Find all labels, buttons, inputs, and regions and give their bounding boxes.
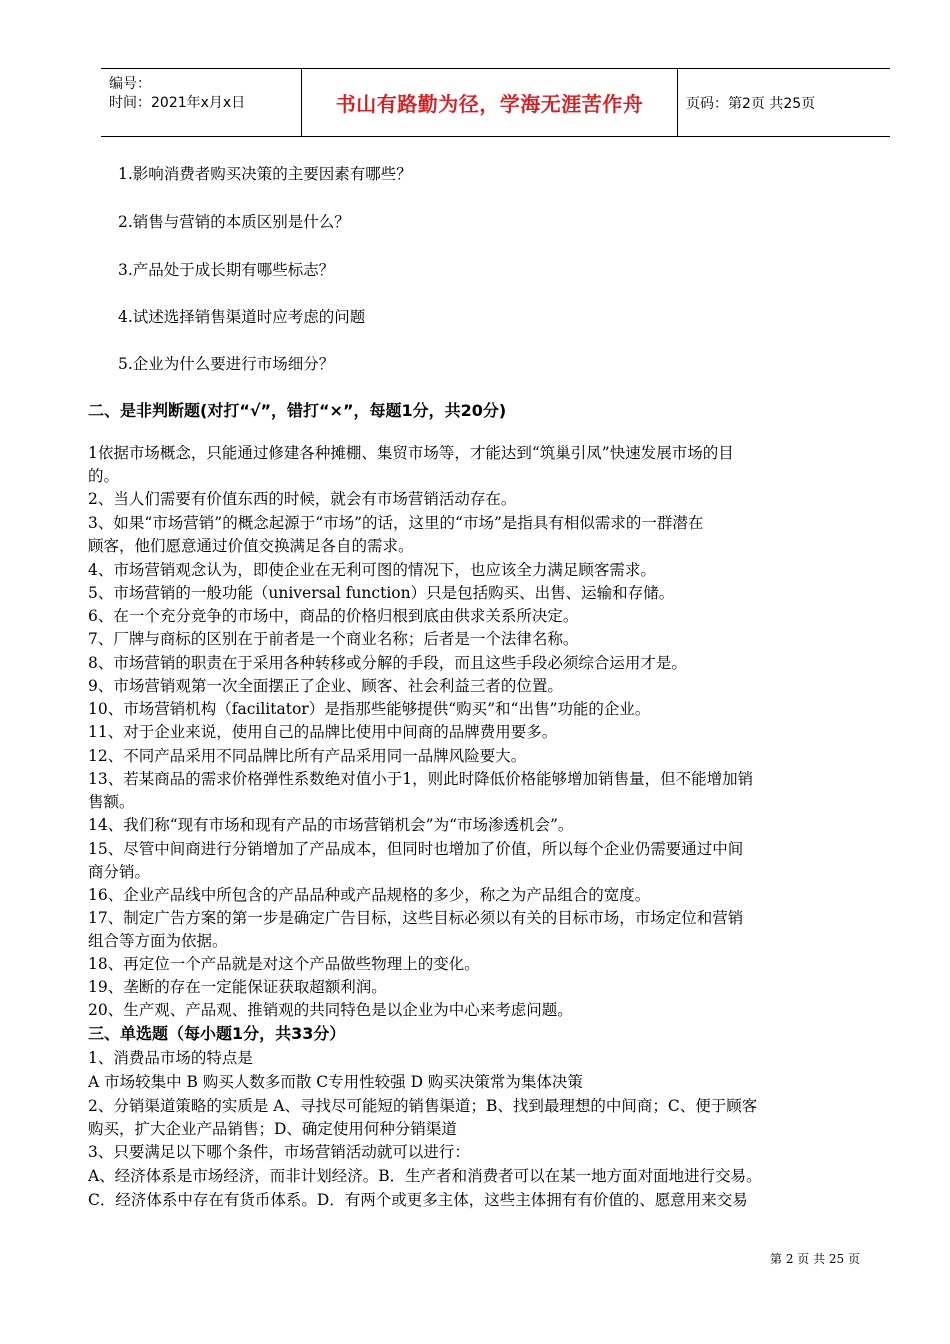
- tf-line: 7、厂牌与商标的区别在于前者是一个商业名称；后者是一个法律名称。: [88, 630, 579, 648]
- tf-line: 14、我们称“现有市场和现有产品的市场营销机会”为“市场渗透机会”。: [88, 816, 574, 834]
- tf-line: 6、在一个充分竞争的市场中，商品的价格归根到底由供求关系所决定。: [88, 607, 579, 625]
- tf-line: 17、制定广告方案的第一步是确定广告目标，这些目标必须以有关的目标市场，市场定位和营销: [88, 909, 744, 927]
- time-label: 时间：2021年x月x日: [109, 95, 246, 111]
- tf-line: 3、如果“市场营销”的概念起源于“市场”的话，这里的“市场”是指具有相似需求的一群潜在: [88, 514, 704, 532]
- mc-line: C．经济体系中存在有货币体系。D．有两个或更多主体，这些主体拥有有价值的、愿意用来交易: [88, 1191, 748, 1209]
- tf-line: 12、不同产品采用不同品牌比所有产品采用同一品牌风险要大。: [88, 747, 527, 765]
- tf-line: 商分销。: [88, 863, 151, 881]
- code-label: 编号：: [109, 76, 151, 92]
- tf-line: 13、若某商品的需求价格弹性系数绝对值小于1，则此时降低价格能够增加销售量，但不能增加销: [88, 770, 754, 788]
- question-2: 2.销售与营销的本质区别是什么？: [118, 213, 350, 231]
- question-5: 5.企业为什么要进行市场细分？: [118, 355, 335, 373]
- tf-line: 售额。: [88, 793, 135, 811]
- tf-line: 18、再定位一个产品就是对这个产品做些物理上的变化。: [88, 955, 480, 973]
- tf-line: 16、企业产品线中所包含的产品品种或产品规格的多少，称之为产品组合的宽度。: [88, 886, 651, 904]
- page-number-label: 页码：第2页 共25页: [686, 95, 816, 112]
- question-4: 4.试述选择销售渠道时应考虑的问题: [118, 308, 366, 326]
- page-footer: 第 2 页 共 25 页: [770, 1252, 860, 1266]
- header-left-cell: [101, 69, 302, 136]
- mc-line: 购买，扩大企业产品销售；D、确定使用何种分销渠道: [88, 1120, 457, 1138]
- question-1: 1.影响消费者购买决策的主要因素有哪些？: [118, 165, 412, 183]
- motto-text: 书山有路勤为径，学海无涯苦作舟: [335, 92, 644, 116]
- page-header: [101, 68, 890, 137]
- tf-line: 1依据市场概念，只能通过修建各种摊棚、集贸市场等，才能达到“筑巢引凤”快速发展市场的目: [88, 444, 734, 462]
- section-2-title: 二、是非判断题(对打“√”，错打“×”，每题1分，共20分): [88, 401, 507, 420]
- tf-line: 2、当人们需要有价值东西的时候，就会有市场营销活动存在。: [88, 490, 517, 508]
- tf-line: 的。: [88, 467, 120, 485]
- mc-line: 2、分销渠道策略的实质是 A、寻找尽可能短的销售渠道；B、找到最理想的中间商；C、便于顾客: [88, 1097, 758, 1115]
- tf-line: 9、市场营销观第一次全面摆正了企业、顾客、社会利益三者的位置。: [88, 677, 563, 695]
- tf-line: 顾客，他们愿意通过价值交换满足各自的需求。: [88, 537, 414, 555]
- tf-line: 11、对于企业来说，使用自己的品牌比使用中间商的品牌费用要多。: [88, 723, 558, 741]
- mc-line: A 市场较集中 B 购买人数多而散 C专用性较强 D 购买决策常为集体决策: [88, 1073, 583, 1091]
- mc-line: 1、消费品市场的特点是: [88, 1049, 253, 1067]
- tf-line: 8、市场营销的职责在于采用各种转移或分解的手段，而且这些手段必须综合运用才是。: [88, 654, 687, 672]
- tf-line: 4、市场营销观念认为，即使企业在无利可图的情况下，也应该全力满足顾客需求。: [88, 561, 656, 579]
- question-3: 3.产品处于成长期有哪些标志？: [118, 261, 335, 279]
- mc-line: A、经济体系是市场经济，而非计划经济。B．生产者和消费者可以在某一地方面对面地进行交易。: [88, 1167, 762, 1185]
- tf-line: 19、垄断的存在一定能保证获取超额利润。: [88, 978, 387, 996]
- tf-line: 15、尽管中间商进行分销增加了产品成本，但同时也增加了价值，所以每个企业仍需要通过中间: [88, 840, 744, 858]
- mc-line: 3、只要满足以下哪个条件，市场营销活动就可以进行：: [88, 1143, 470, 1161]
- tf-line: 20、生产观、产品观、推销观的共同特色是以企业为中心来考虑问题。: [88, 1001, 573, 1019]
- tf-line: 5、市场营销的一般功能（universal function）只是包括购买、出售、运输和存储。: [88, 584, 675, 602]
- section-3-title: 三、单选题（每小题1分，共33分）: [88, 1024, 346, 1043]
- tf-line: 组合等方面为依据。: [88, 932, 228, 950]
- tf-line: 10、市场营销机构（facilitator）是指那些能够提供“购买”和“出售”功能的企业。: [88, 700, 651, 718]
- header-motto-cell: [302, 69, 678, 136]
